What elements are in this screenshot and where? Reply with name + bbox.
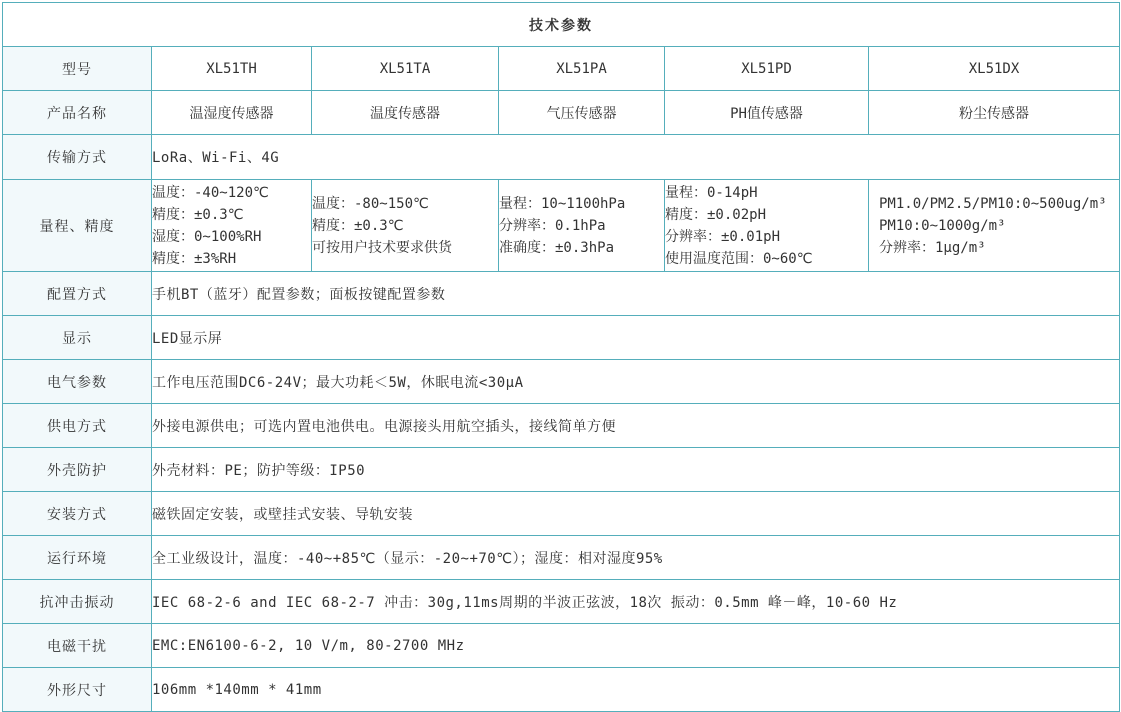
spec-row-dimensions — [3, 668, 1120, 712]
range-line: 分辨率：1μg/m³ — [879, 239, 986, 256]
range-line: 精度：±0.3℃ — [152, 206, 244, 223]
range-cell-xl51ta — [312, 180, 499, 272]
product-cell: 温湿度传感器 — [152, 91, 312, 135]
spec-row-emi — [3, 624, 1120, 668]
row-label: 外壳防护 — [3, 448, 152, 492]
range-cell-xl51pa — [499, 180, 665, 272]
model-cell: XL51DX — [869, 47, 1120, 91]
range-cell-xl51th — [152, 180, 312, 272]
range-line: PM1.0/PM2.5/PM10:0~500ug/m³ — [879, 195, 1107, 212]
range-line: 分辨率：±0.01pH — [665, 228, 781, 245]
range-line: 精度：±0.02pH — [665, 206, 767, 223]
transmission-row — [3, 135, 1120, 180]
row-label-model: 型号 — [3, 47, 152, 91]
product-cell: PH值传感器 — [665, 91, 869, 135]
row-label-range: 量程、精度 — [3, 180, 152, 272]
row-label: 电磁干扰 — [3, 624, 152, 668]
row-value: 手机BT（蓝牙）配置参数；面板按键配置参数 — [152, 272, 1120, 316]
range-line: 温度：-80~150℃ — [312, 195, 429, 212]
row-value: 全工业级设计，温度：-40~+85℃（显示：-20~+70℃）；湿度：相对湿度95% — [152, 536, 1120, 580]
model-cell: XL51PD — [665, 47, 869, 91]
product-cell: 气压传感器 — [499, 91, 665, 135]
spec-row-enclosure — [3, 448, 1120, 492]
row-value: 外壳材料：PE；防护等级：IP50 — [152, 448, 1120, 492]
range-line: 分辨率：0.1hPa — [499, 217, 606, 234]
range-line: 精度：±0.3℃ — [312, 217, 404, 234]
title-row — [3, 3, 1120, 47]
range-line: 湿度：0~100%RH — [152, 228, 262, 245]
row-label: 电气参数 — [3, 360, 152, 404]
transmission-value: LoRa、Wi-Fi、4G — [152, 135, 1120, 180]
row-value: 工作电压范围DC6-24V；最大功耗＜5W，休眠电流<30μA — [152, 360, 1120, 404]
row-value: 外接电源供电；可选内置电池供电。电源接头用航空插头，接线简单方便 — [152, 404, 1120, 448]
row-label: 安装方式 — [3, 492, 152, 536]
product-row — [3, 91, 1120, 135]
model-cell: XL51PA — [499, 47, 665, 91]
range-line: 使用温度范围：0~60℃ — [665, 250, 813, 267]
row-label: 运行环境 — [3, 536, 152, 580]
range-precision-row — [3, 180, 1120, 272]
row-label-product: 产品名称 — [3, 91, 152, 135]
row-value: EMC:EN6100-6-2, 10 V/m, 80-2700 MHz — [152, 624, 1120, 668]
spec-row-display — [3, 316, 1120, 360]
spec-row-electrical — [3, 360, 1120, 404]
product-cell: 粉尘传感器 — [869, 91, 1120, 135]
range-line: PM10:0~1000g/m³ — [879, 217, 1006, 234]
spec-row-config — [3, 272, 1120, 316]
row-label: 外形尺寸 — [3, 668, 152, 712]
range-line: 量程：10~1100hPa — [499, 195, 626, 212]
range-cell-xl51pd — [665, 180, 869, 272]
range-line: 准确度：±0.3hPa — [499, 239, 615, 256]
model-cell: XL51TA — [312, 47, 499, 91]
spec-row-shock-vibration — [3, 580, 1120, 624]
range-line: 精度：±3%RH — [152, 250, 237, 267]
range-line: 温度：-40~120℃ — [152, 184, 269, 201]
spec-row-mounting — [3, 492, 1120, 536]
row-label: 抗冲击振动 — [3, 580, 152, 624]
row-label: 显示 — [3, 316, 152, 360]
spec-row-power — [3, 404, 1120, 448]
model-row — [3, 47, 1120, 91]
row-value: LED显示屏 — [152, 316, 1120, 360]
range-cell-xl51dx — [869, 180, 1120, 272]
row-label: 供电方式 — [3, 404, 152, 448]
page-title: 技术参数 — [3, 3, 1120, 47]
row-value: 磁铁固定安装，或壁挂式安装、导轨安装 — [152, 492, 1120, 536]
spec-row-environment — [3, 536, 1120, 580]
range-line: 可按用户技术要求供货 — [312, 239, 452, 256]
range-line: 量程：0-14pH — [665, 184, 758, 201]
model-cell: XL51TH — [152, 47, 312, 91]
row-label-transmission: 传输方式 — [3, 135, 152, 180]
row-value: IEC 68-2-6 and IEC 68-2-7 冲击：30g,11ms周期的半波正弦波，18次 振动：0.5mm 峰－峰，10-60 Hz — [152, 580, 1120, 624]
tech-params-table — [2, 2, 1120, 712]
row-label: 配置方式 — [3, 272, 152, 316]
row-value: 106mm *140mm * 41mm — [152, 668, 1120, 712]
product-cell: 温度传感器 — [312, 91, 499, 135]
